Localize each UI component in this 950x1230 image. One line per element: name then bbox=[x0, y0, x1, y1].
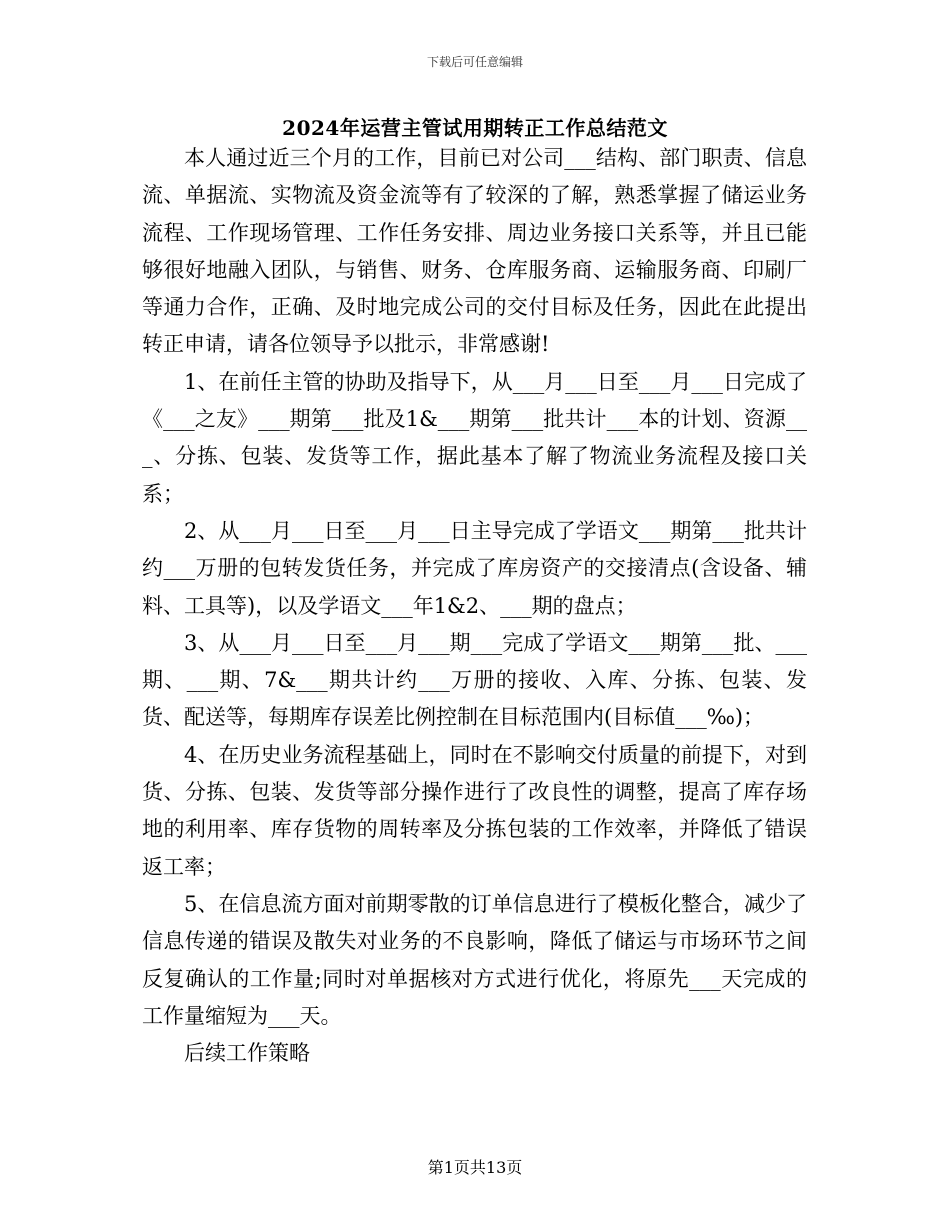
paragraph-item-3: 3、从___月___日至___月___期___完成了学语文___期第___批、___期、___期、7&___期共计约___万册的接收、入库、分拣、包装、发货、配送等，每期库存误差比例控制在目标范围内(目标值___‰)； bbox=[142, 630, 807, 730]
paragraph-item-5: 5、在信息流方面对前期零散的订单信息进行了模板化整合，减少了信息传递的错误及散失对业务的不良影响，降低了储运与市场环节之间反复确认的工作量;同时对单据核对方式进行优化，将原先___天完成的工作量缩短为___天。 bbox=[142, 891, 807, 1028]
page-number: 第1页共13页 bbox=[427, 1158, 523, 1177]
section-heading: 后续工作策略 bbox=[184, 1041, 310, 1066]
paragraph-item-4: 4、在历史业务流程基础上，同时在不影响交付质量的前提下，对到货、分拣、包装、发货等部分操作进行了改良性的调整，提高了库存场地的利用率、库存货物的周转率及分拣包装的工作效率，并降低了错误返工率； bbox=[142, 742, 807, 879]
paragraph-item-2: 2、从___月___日至___月___日主导完成了学语文___期第___批共计约___万册的包转发货任务，并完成了库房资产的交接清点(含设备、辅料、工具等)，以及学语文___年1&2、___期的盘点； bbox=[142, 518, 807, 618]
document-title: 2024年运营主管试用期转正工作总结范文 bbox=[282, 116, 668, 140]
paragraph-item-1: 1、在前任主管的协助及指导下，从___月___日至___月___日完成了《___之友》___期第___批及1&___期第___批共计___本的计划、资源___、分拣、包装、发货等工作，据此基本了解了物流业务流程及接口关系； bbox=[142, 369, 807, 506]
header-note: 下载后可任意编辑 bbox=[426, 55, 523, 69]
document-body bbox=[142, 140, 807, 1072]
paragraph-intro: 本人通过近三个月的工作，目前已对公司___结构、部门职责、信息流、单据流、实物流及资金流等有了较深的了解，熟悉掌握了储运业务流程、工作现场管理、工作任务安排、周边业务接口关系等，并且已能够很好地融入团队，与销售、财务、仓库服务商、运输服务商、印刷厂等通力合作，正确、及时地完成公司的交付目标及任务，因此在此提出转正申请，请各位领导予以批示，非常感谢! bbox=[142, 146, 807, 357]
